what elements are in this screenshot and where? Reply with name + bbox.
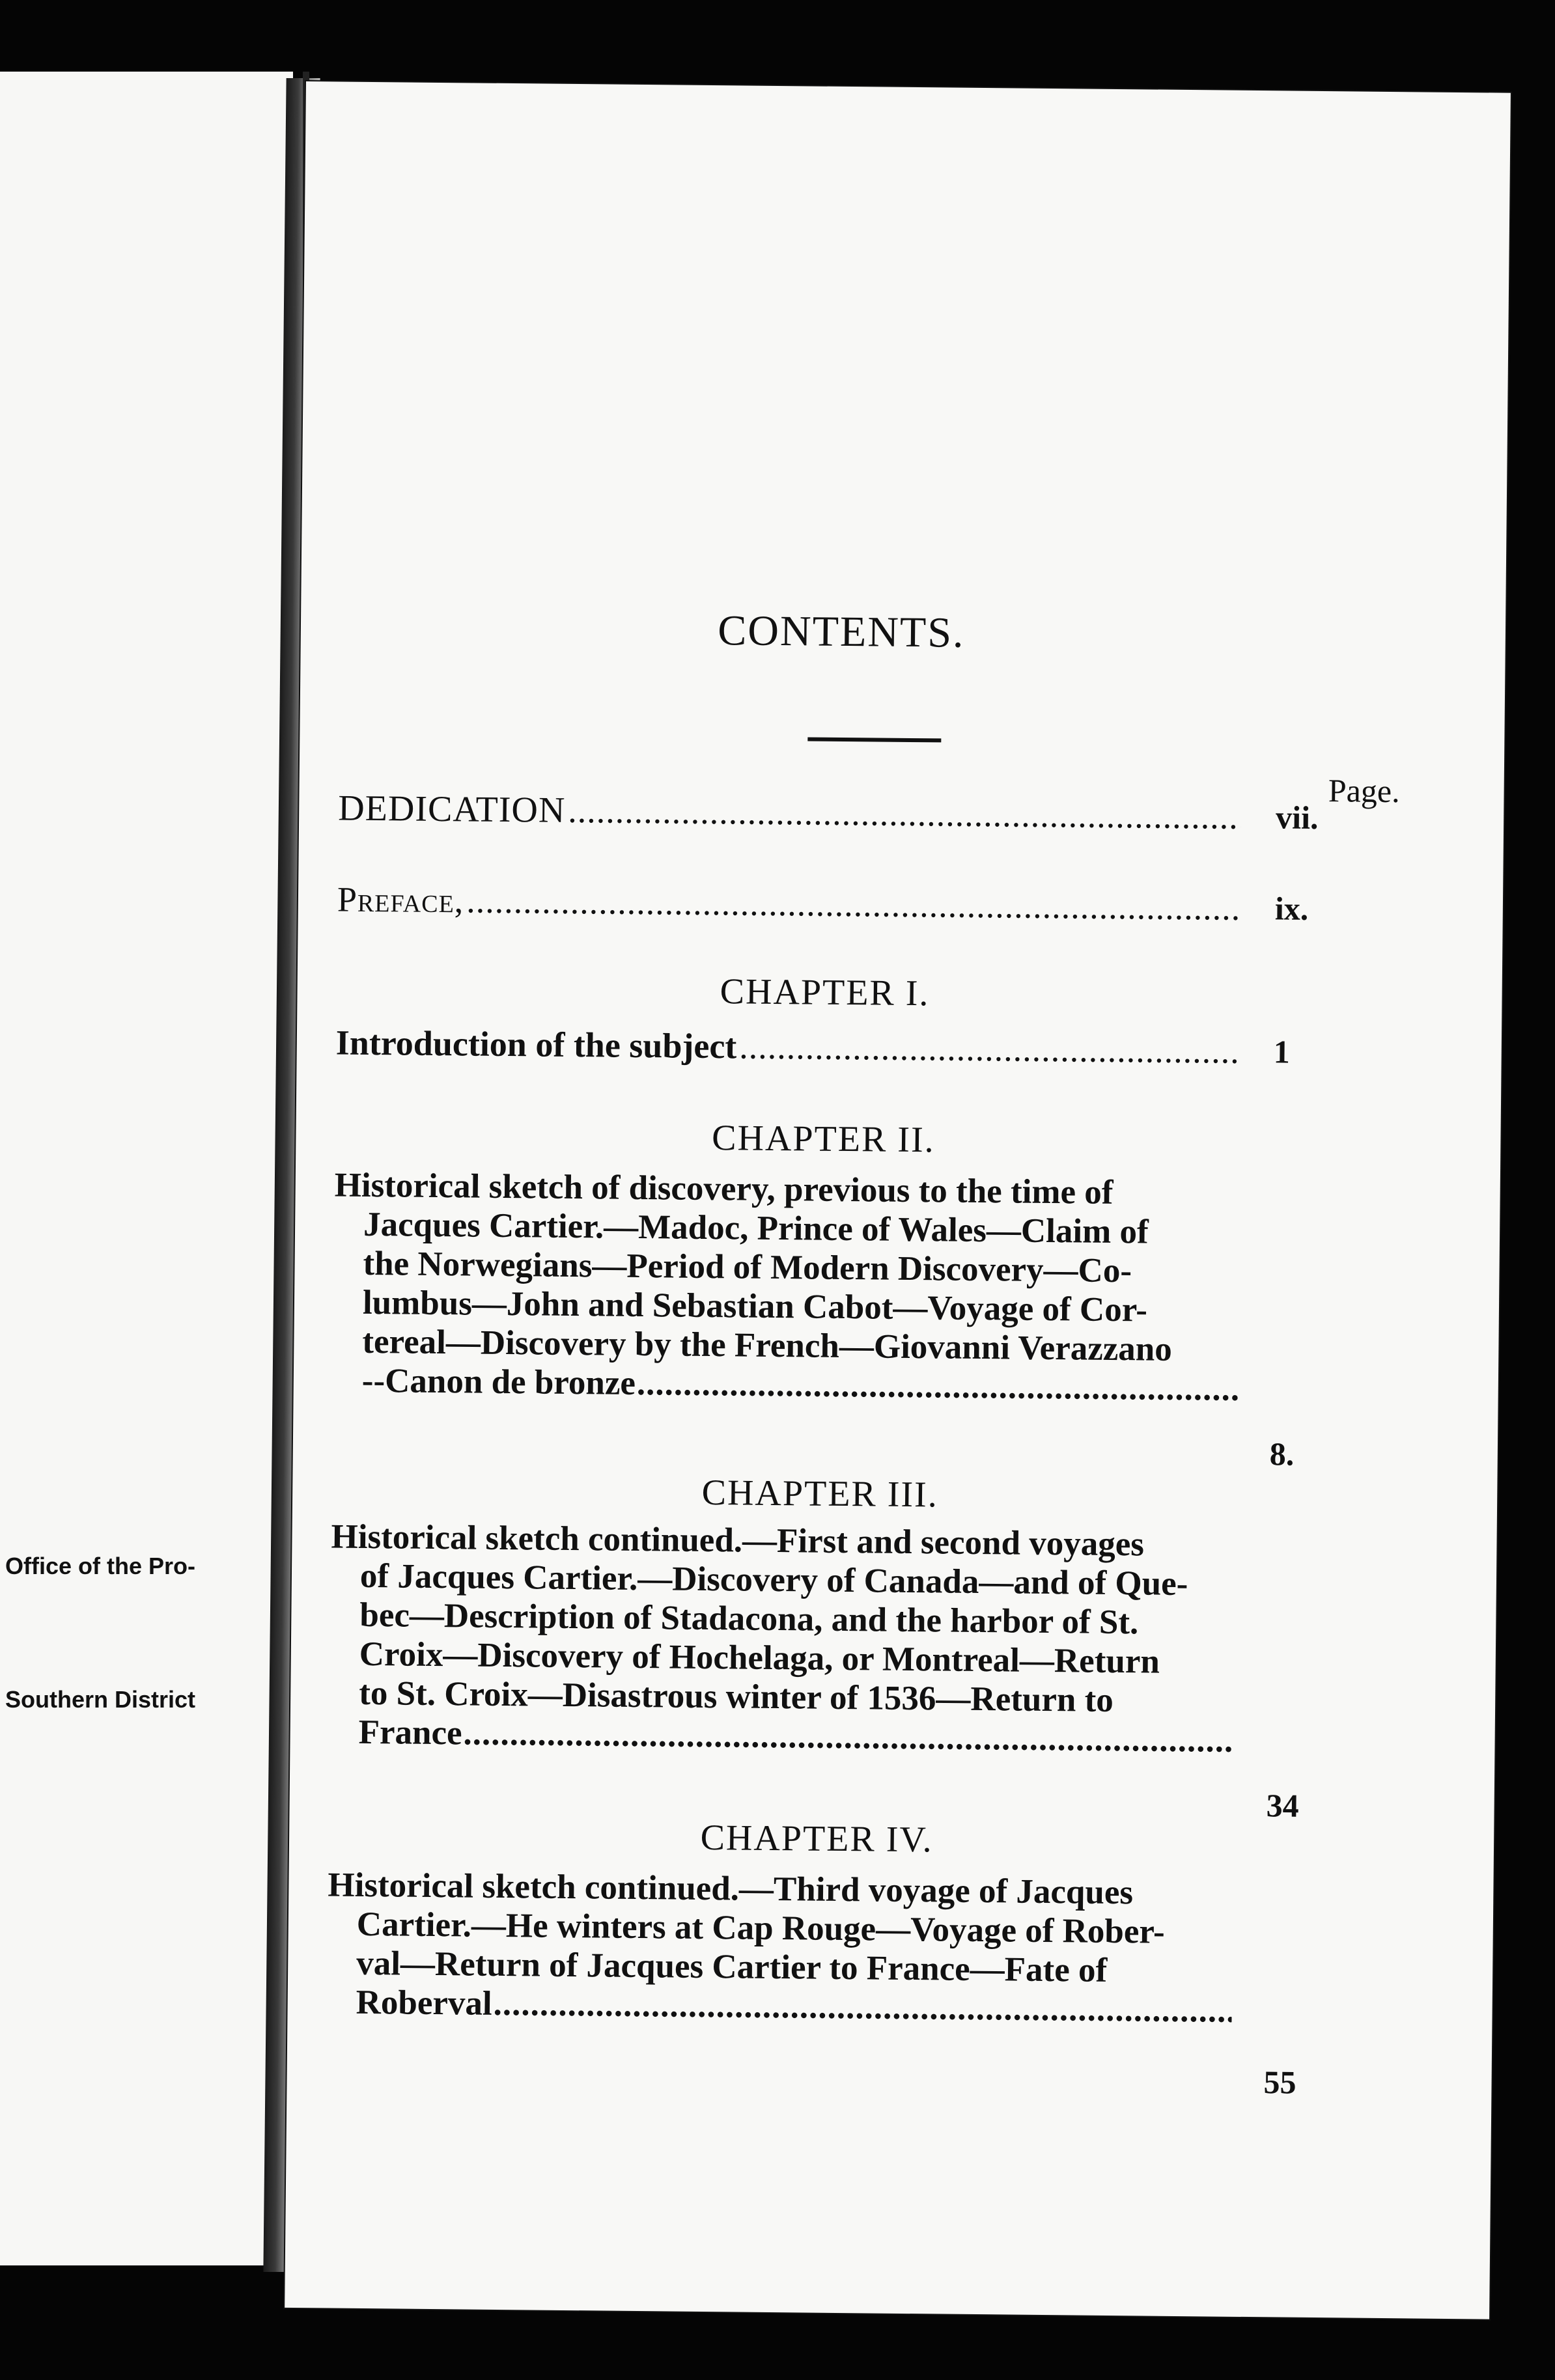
left-facing-page: [0, 72, 293, 2265]
toc-entry-preface: [337, 879, 1309, 928]
left-page-line-2: Southern District: [5, 1686, 196, 1713]
summary-line: Historical sketch continued.—Third voyage of Jacques: [328, 1866, 1134, 1912]
summary-last-line: [329, 1712, 1235, 1760]
table-of-contents: [328, 82, 1400, 2101]
summary-line: Cartier.—He winters at Cap Rouge—Voyage of Rober-: [356, 1905, 1165, 1951]
summary-line: Jacques Cartier.—Madoc, Prince of Wales—Claim of: [363, 1205, 1149, 1251]
chapter-heading: CHAPTER III.: [701, 1472, 939, 1515]
summary-last-line: [326, 1982, 1232, 2030]
summary-line: Historical sketch of discovery, previous to the time of: [334, 1166, 1114, 1211]
toc-entry-page: vii.: [1275, 799, 1319, 836]
dot-leader: [466, 880, 1240, 928]
summary-line: Historical sketch continued.—First and second voyages: [331, 1517, 1145, 1564]
toc-entry-label: DEDICATION: [337, 788, 566, 831]
page-column-label: Page.: [1328, 772, 1400, 810]
dot-leader: [637, 1364, 1238, 1409]
dot-leader: [739, 1026, 1239, 1071]
toc-entry-dedication: [337, 788, 1319, 837]
toc-entry-page: 1: [1273, 1033, 1291, 1070]
summary-line: of Jacques Cartier.—Discovery of Canada—and of Que-: [359, 1557, 1188, 1603]
summary-line: val—Return of Jacques Cartier to France—Fate of: [356, 1944, 1108, 1989]
summary-line: Roberval: [356, 1983, 492, 2023]
summary-line: lumbus—John and Sebastian Cabot—Voyage of Cor-: [362, 1283, 1148, 1329]
summary-line: --Canon de bronze: [361, 1361, 636, 1402]
dot-leader: [493, 1984, 1231, 2030]
toc-entry-page: 55: [1263, 2064, 1296, 2101]
dot-leader: [463, 1713, 1235, 1760]
summary-line: tereal—Discovery by the French—Giovanni Verazzano: [362, 1322, 1173, 1368]
summary-line: France: [358, 1713, 462, 1752]
summary-line: Croix—Discovery of Hochelaga, or Montreal—Return: [359, 1635, 1160, 1681]
chapter-heading: CHAPTER II.: [711, 1118, 935, 1161]
title-rule: [807, 737, 941, 742]
summary-line: the Norwegians—Period of Modern Discovery—Co-: [363, 1244, 1132, 1290]
toc-entry-page: 34: [1266, 1787, 1299, 1824]
toc-entry-chapter-1: [335, 1023, 1291, 1072]
chapter-heading: CHAPTER I.: [720, 971, 930, 1014]
toc-entry-label: Introduction of the subject: [335, 1023, 737, 1066]
chapter-heading: CHAPTER IV.: [700, 1817, 933, 1861]
chapter-summary: [329, 1517, 1236, 1760]
contents-page: [285, 81, 1511, 2319]
summary-line: to St. Croix—Disastrous winter of 1536—Return to: [358, 1674, 1114, 1720]
toc-entry-label: Preface,: [337, 879, 464, 920]
chapter-summary: [333, 1165, 1240, 1408]
summary-last-line: [333, 1361, 1239, 1408]
summary-line: bec—Description of Stadacona, and the harbor of St.: [359, 1596, 1139, 1642]
toc-entry-page: 8.: [1269, 1435, 1295, 1473]
chapter-summary: [326, 1865, 1233, 2030]
toc-entry-page: ix.: [1274, 890, 1309, 927]
dot-leader: [568, 790, 1240, 837]
left-page-line-1: Office of the Pro-: [5, 1553, 196, 1579]
page-title: CONTENTS.: [717, 607, 965, 657]
